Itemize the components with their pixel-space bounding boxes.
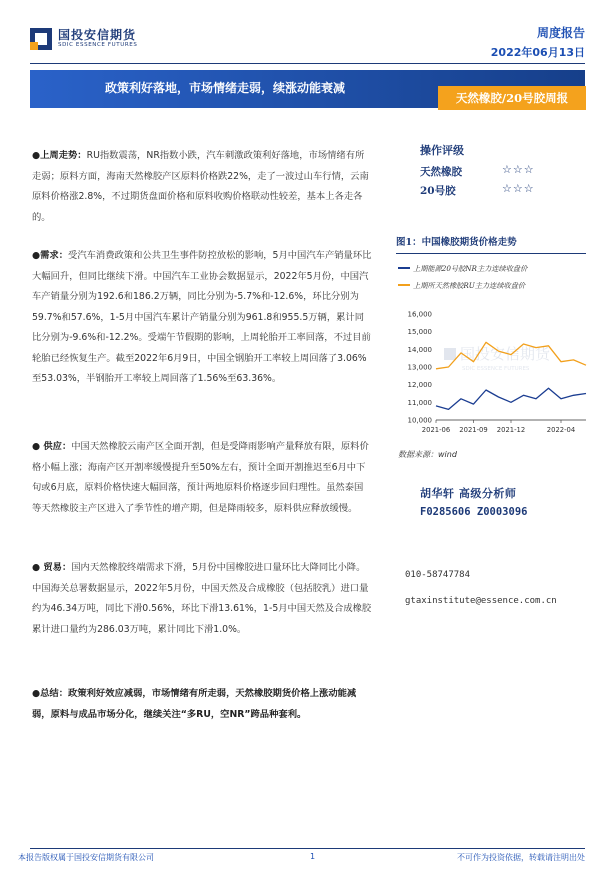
figure-divider [396,253,586,254]
x-tick-label: 2021-12 [496,426,526,434]
y-tick-label: 13,000 [407,363,432,372]
section-supply [32,437,372,519]
legend-label: 上期所天然橡胶RU主力连续收盘价 [413,281,526,290]
series-line [436,388,586,409]
price-chart [396,258,590,442]
section-summary [32,684,372,725]
footer-disclaimer: 不可作为投资依据，转载请注明出处 [457,853,585,862]
company-name: 国投安信期货 [58,28,137,42]
rating-heading: 操作评级 [420,144,464,157]
section-lead: ●上周走势： [32,150,87,161]
y-tick-label: 14,000 [407,345,432,354]
section-text: 国内天然橡胶终端需求下滑，5月份中国橡胶进口量环比大降同比小降。中国海关总署数据显示，2022年5月份，中国天然及合成橡胶（包括胶乳）进口量约为46.34万吨，同比下滑0.56%，环比下滑13.61%，1-5月中国天然及合成橡胶累计进口量约为286.03万吨，累计同比下滑1.0%。 [32,562,372,635]
section-text: 受汽车消费政策和公共卫生事件防控放松的影响，5月中国汽车产销量环比大幅回升，但同比继续下滑。中国汽车工业协会数据显示，2022年5月份，中国汽车产销量分别为192.6和186.2万辆，同比分别为-5.7%和-12.6%，环比分别为59.7%和57.6%，1-5月中国汽车累计产销量分别为961.8和955.5万辆，累计同比分别为-9.6%和-12.2%。受端午节假期的影响，上周轮胎开工率回落，不过目前轮胎已经恢复生产。截至2022年6月9日，中国全钢胎开工率较上周回落了3.06%至53.03%，半钢胎开工率较上周回落了1.56%至63.36%。 [32,250,372,384]
y-tick-label: 15,000 [407,328,432,337]
y-tick-label: 10,000 [407,416,432,425]
section-demand [32,246,372,390]
section-lead: ● 贸易： [32,562,72,573]
x-tick-label: 2022-04 [546,426,576,434]
report-date: 2022年06月13日 [490,46,585,59]
watermark-text: 国投安信期货 [460,345,551,363]
page-number: 1 [310,852,316,861]
footer-divider [30,848,585,849]
section-text: 政策利好效应减弱，市场情绪有所走弱，天然橡胶期货价格上涨动能减弱，原料与成品市场分化，继续关注“多RU，空NR”跨品种套利。 [32,688,357,720]
watermark-text-en: SDIC ESSENCE FUTURES [462,366,530,372]
header-divider [30,63,585,64]
x-tick-label: 2021-09 [459,426,488,434]
section-lead: ● 供应： [32,441,72,452]
figure-title: 图1：中国橡胶期货价格走势 [396,237,517,248]
analyst-license: F0285606 Z0003096 [420,506,528,518]
rating-stars: ☆☆☆ [502,163,535,176]
report-type: 周度报告 [536,26,585,40]
section-trade [32,558,372,640]
section-text: 中国天然橡胶云南产区全面开割，但是受降雨影响产量释放有限，原料价格小幅上涨；海南产区开割率缓慢提升至50%左右，预计全面开割推迟至6月中下旬或6月底，原料价格快速大幅回落，预计两地原料价格逐步回归理性。虽然泰国等天然橡胶主产区进入了季节性的增产期，但是降雨较多，原料供应释放缓慢。 [32,441,369,514]
section-text: RU指数震荡，NR指数小跌，汽车刺激政策利好落地，市场情绪有所走弱；原料方面，海南天然橡胶产区原料价格跌22%，走了一波过山车行情，云南原料价格涨2.8%，不过期货盘面价格和原料收购价格联动性较差，基本上各走各的。 [32,150,369,223]
analyst-name: 胡华轩 高级分析师 [420,487,517,500]
report-tag: 天然橡胶/20号胶周报 [438,86,586,110]
rating-label: 天然橡胶 [420,166,462,178]
analyst-email: gtaxinstitute@essence.com.cn [405,596,557,606]
y-tick-label: 11,000 [407,398,432,407]
section-last-week [32,146,372,228]
watermark-logo-icon [444,348,456,360]
section-lead: ●需求： [32,250,69,261]
logo-icon [30,28,52,50]
analyst-phone: 010-58747784 [405,570,471,580]
rating-label: 20号胶 [420,185,456,197]
company-name-en: SDIC ESSENCE FUTURES [58,42,138,48]
figure-source: 数据来源：wind [398,450,457,459]
report-title: 政策利好落地，市场情绪走弱，续涨动能衰减 [104,81,345,95]
y-tick-label: 16,000 [407,310,432,319]
y-tick-label: 12,000 [407,381,432,390]
footer-copyright: 本报告版权属于国投安信期货有限公司 [18,853,154,862]
legend-label: 上期能源20号胶NR主力连续收盘价 [413,264,528,273]
section-lead: ●总结： [32,688,69,699]
rating-stars: ☆☆☆ [502,182,535,195]
x-tick-label: 2021-06 [421,426,451,434]
